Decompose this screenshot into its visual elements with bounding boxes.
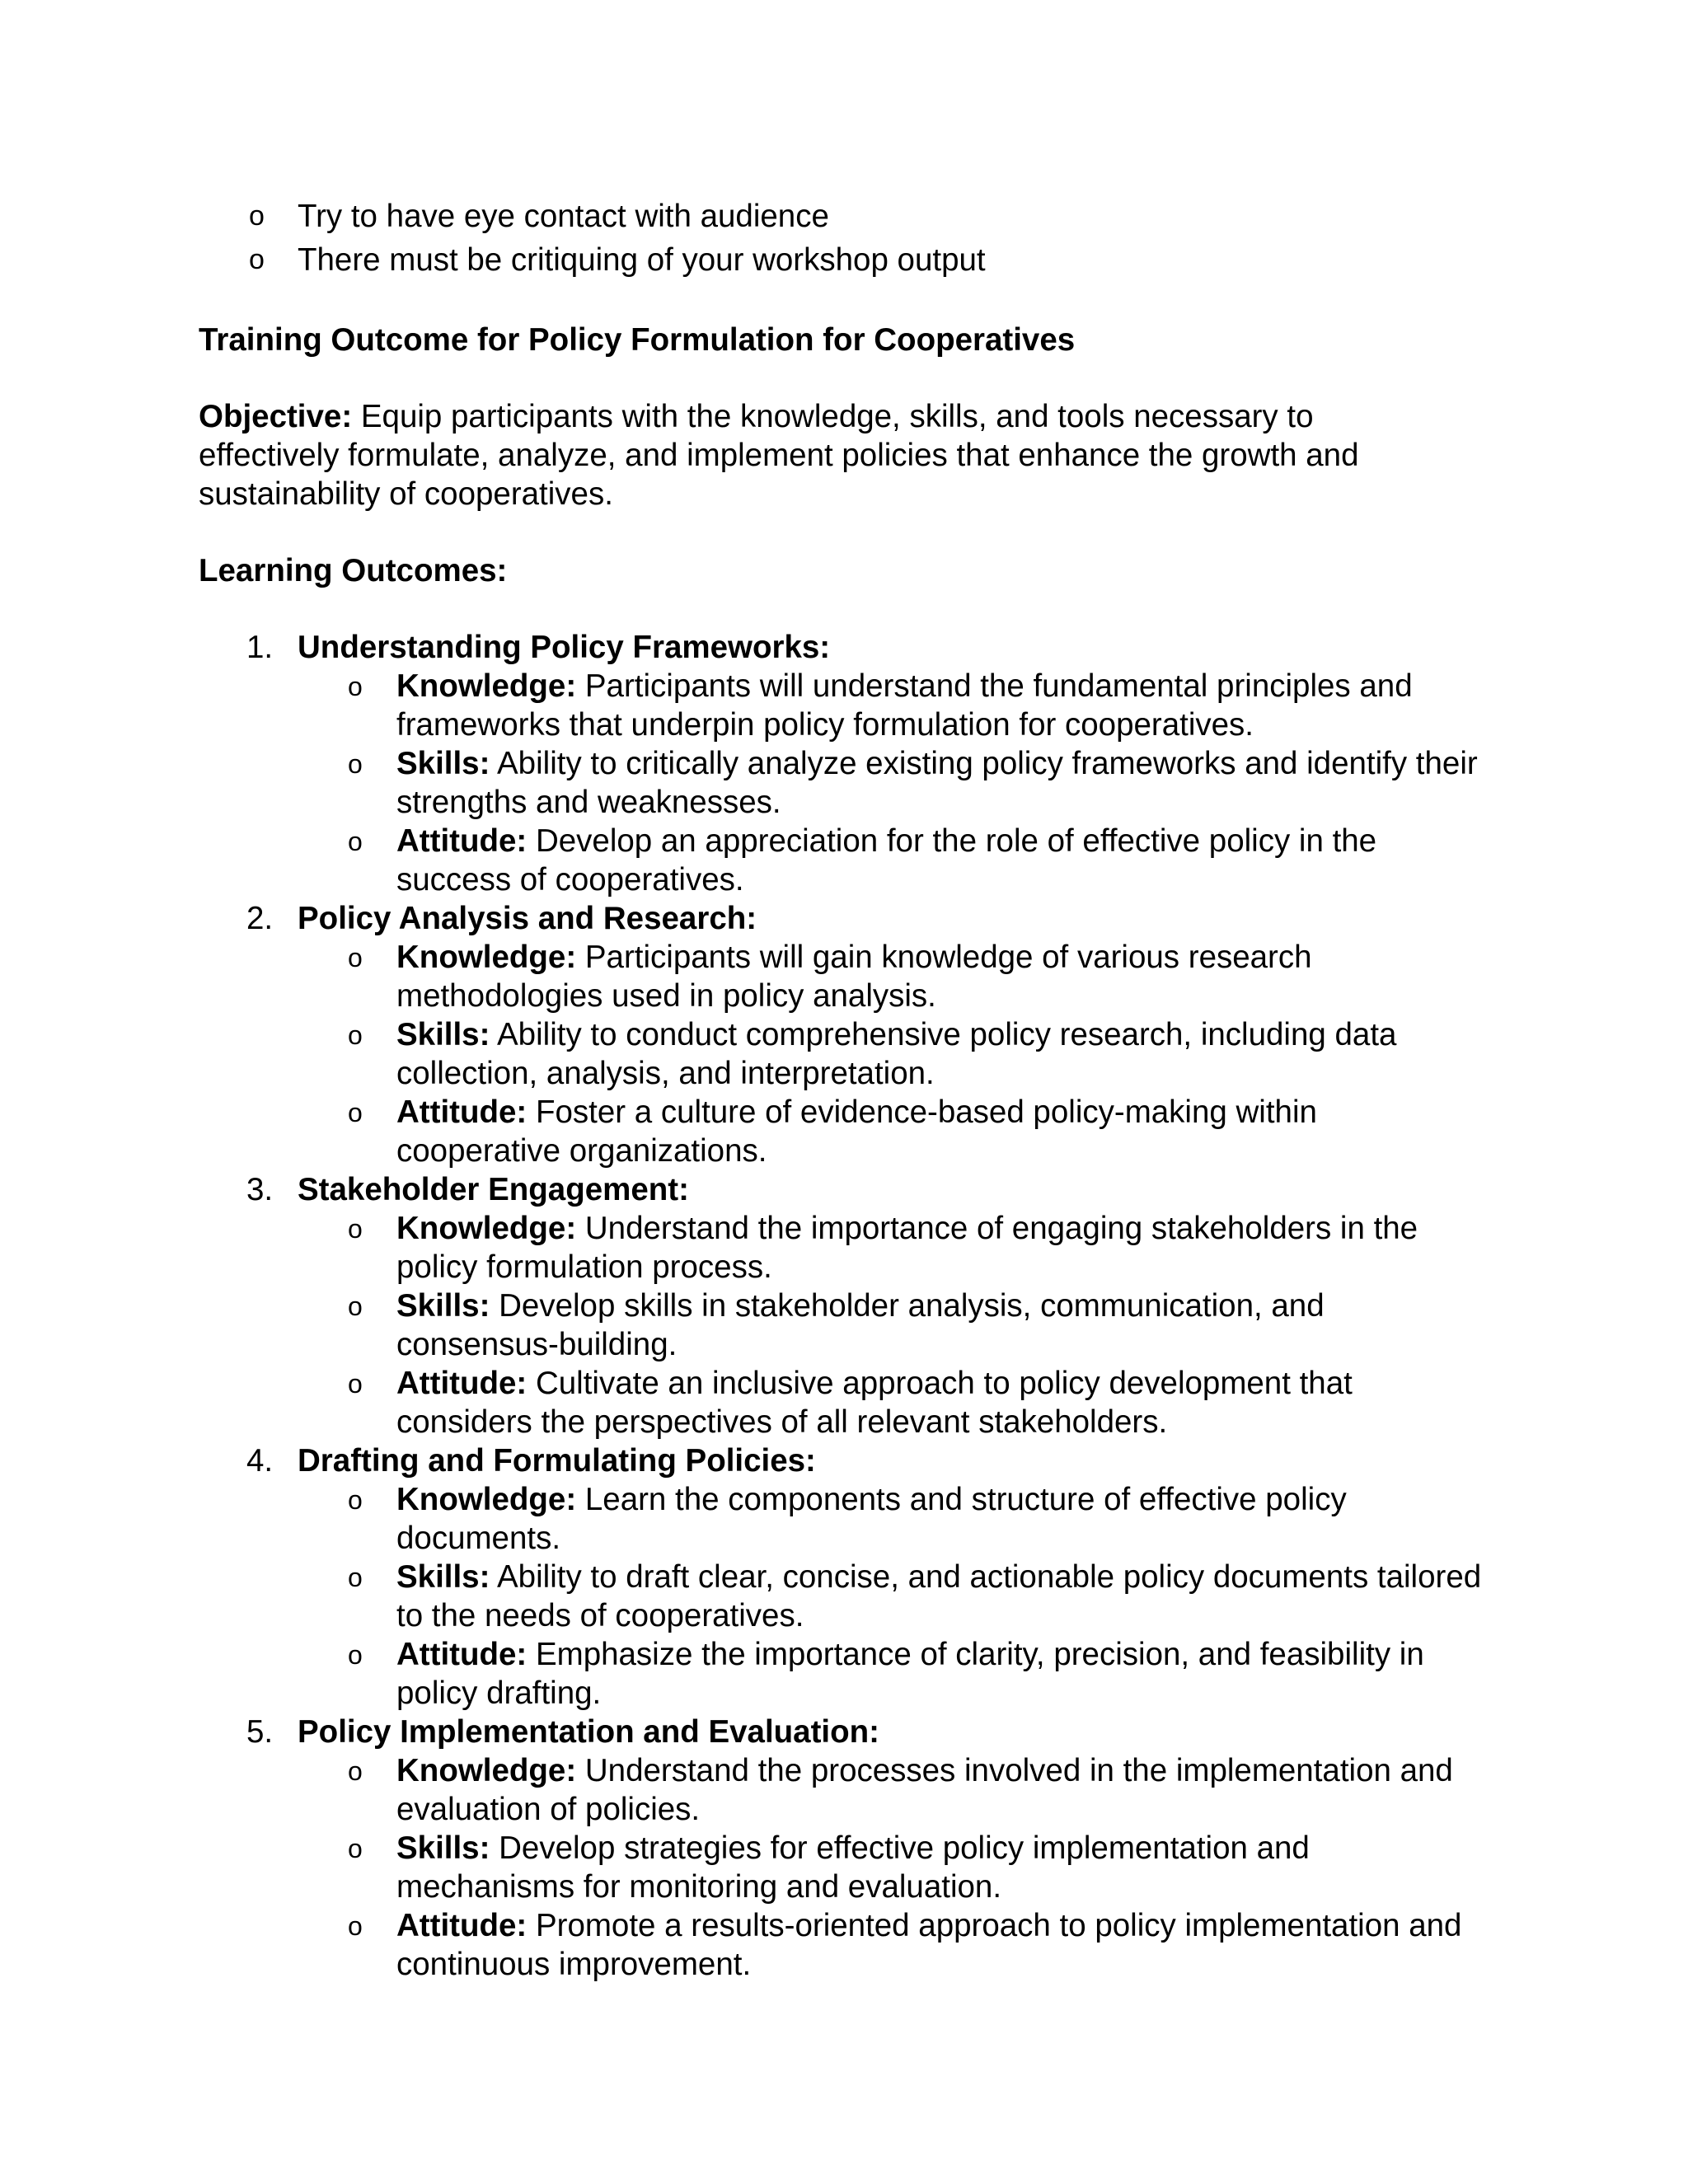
list-item [298,1015,1484,1093]
outcome-title: Stakeholder Engagement: [298,1172,689,1207]
outcome-item [199,899,1484,1170]
outcome-sub-list [298,667,1484,899]
outcome-item [199,1170,1484,1441]
sub-item-text: Develop strategies for effective policy implementation and mechanisms for monitoring and evaluation. [396,1830,1310,1905]
sub-item-label: Attitude: [396,823,528,859]
circle-bullet-icon: o [348,1640,363,1670]
list-item [298,1093,1484,1170]
circle-bullet-icon: o [348,1756,363,1786]
sub-item-text: Develop an appreciation for the role of effective policy in the success of cooperatives. [396,823,1377,898]
circle-bullet-icon: o [348,1834,363,1863]
sub-item-label: Attitude: [396,1637,528,1672]
outcomes-list [199,628,1484,1984]
circle-bullet-icon: o [348,1485,363,1515]
list-item [298,1364,1484,1441]
circle-bullet-icon: o [348,1098,363,1127]
list-item [298,1751,1484,1829]
sub-item-label: Attitude: [396,1094,528,1130]
sub-item-text: Develop skills in stakeholder analysis, communication, and consensus-building. [396,1288,1325,1362]
list-item [298,822,1484,899]
sub-item-text: Participants will gain knowledge of various research methodologies used in policy analysis. [396,940,1312,1014]
sub-item-text: Understand the processes involved in the implementation and evaluation of policies. [396,1753,1453,1827]
document-content [199,197,1484,1984]
sub-item-label: Skills: [396,1559,490,1595]
sub-item-text: Emphasize the importance of clarity, precision, and feasibility in policy drafting. [396,1637,1424,1711]
sub-item-label: Knowledge: [396,1211,577,1246]
objective-label: Objective: [199,399,353,434]
outcome-sub-list [298,1751,1484,1984]
sub-item-label: Knowledge: [396,1482,577,1517]
sub-item-label: Attitude: [396,1908,528,1943]
outcome-item [199,628,1484,899]
list-item [298,1558,1484,1635]
list-item [298,1286,1484,1364]
circle-bullet-icon: o [348,1369,363,1399]
list-item [298,938,1484,1015]
sub-item-text: Promote a results-oriented approach to policy implementation and continuous improvement. [396,1908,1462,1982]
sub-item-label: Skills: [396,1830,490,1866]
circle-bullet-icon: o [249,244,265,275]
sub-item-label: Skills: [396,1288,490,1324]
sub-item-label: Knowledge: [396,940,577,975]
bullet-text: Try to have eye contact with audience [298,199,829,234]
circle-bullet-icon: o [348,1911,363,1941]
list-item [298,1480,1484,1558]
list-item [298,744,1484,822]
top-bullet-list [199,197,1484,279]
sub-item-label: Knowledge: [396,668,577,704]
list-item [298,1209,1484,1286]
sub-item-text: Ability to draft clear, concise, and actionable policy documents tailored to the needs of cooperatives. [396,1559,1482,1633]
sub-item-text: Ability to critically analyze existing policy frameworks and identify their strengths and weaknesses. [396,746,1478,820]
circle-bullet-icon: o [348,1291,363,1321]
section-heading: Training Outcome for Policy Formulation for Cooperatives [199,322,1076,358]
list-item [298,667,1484,744]
list-item [298,1635,1484,1713]
outcome-title: Policy Analysis and Research: [298,901,757,936]
sub-item-text: Understand the importance of engaging stakeholders in the policy formulation process. [396,1211,1418,1285]
outcome-sub-list [298,938,1484,1170]
circle-bullet-icon: o [348,749,363,779]
outcome-title: Understanding Policy Frameworks: [298,630,831,665]
outcome-number: 2. [246,901,274,936]
circle-bullet-icon: o [348,1020,363,1050]
sub-item-label: Skills: [396,1017,490,1052]
outcome-number: 1. [246,630,274,665]
sub-item-label: Knowledge: [396,1753,577,1788]
outcome-item [199,1713,1484,1984]
sub-item-text: Participants will understand the fundamental principles and frameworks that underpin policy formulation for cooperatives. [396,668,1413,743]
circle-bullet-icon: o [348,943,363,972]
objective-text: Equip participants with the knowledge, skills, and tools necessary to effectively formulate, analyze, and implement policies that enhance the growth and sustainability of cooperatives. [199,399,1359,512]
learning-outcomes-title: Learning Outcomes: [199,553,508,588]
outcome-title: Drafting and Formulating Policies: [298,1443,816,1479]
circle-bullet-icon: o [348,827,363,856]
sub-item-text: Learn the components and structure of effective policy documents. [396,1482,1347,1556]
sub-item-text: Foster a culture of evidence-based policy-making within cooperative organizations. [396,1094,1317,1169]
objective-paragraph [199,397,1484,513]
sub-item-text: Ability to conduct comprehensive policy research, including data collection, analysis, and interpretation. [396,1017,1397,1091]
outcome-number: 3. [246,1172,274,1207]
sub-item-text: Cultivate an inclusive approach to policy development that considers the perspectives of all relevant stakeholders. [396,1366,1353,1440]
outcome-title: Policy Implementation and Evaluation: [298,1714,879,1750]
list-item [298,1906,1484,1984]
list-item [298,1829,1484,1906]
sub-item-label: Skills: [396,746,490,781]
sub-item-label: Attitude: [396,1366,528,1401]
outcome-number: 5. [246,1714,274,1750]
outcome-sub-list [298,1480,1484,1713]
outcome-item [199,1441,1484,1713]
circle-bullet-icon: o [348,672,363,701]
list-item [199,197,1484,236]
circle-bullet-icon: o [249,200,265,232]
circle-bullet-icon: o [348,1214,363,1244]
list-item [199,241,1484,279]
circle-bullet-icon: o [348,1563,363,1592]
outcome-number: 4. [246,1443,274,1479]
bullet-text: There must be critiquing of your workshop output [298,242,986,278]
outcome-sub-list [298,1209,1484,1441]
